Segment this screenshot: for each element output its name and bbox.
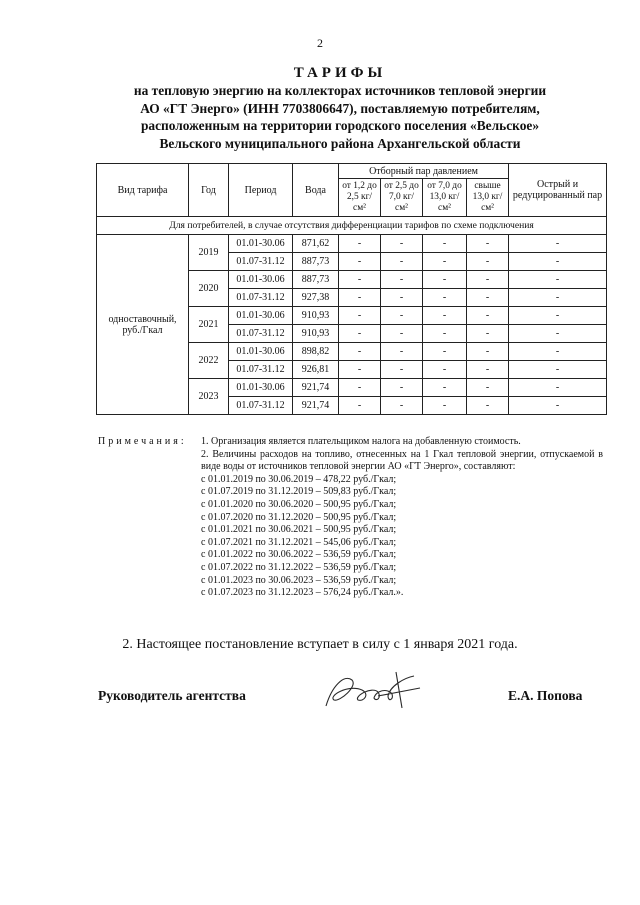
note-item-1: 1. Организация является плательщиком налога на добавленную стоимость. [201,436,521,447]
signatory-position: Руководитель агентства [98,688,246,703]
dash-cell: - [339,253,381,271]
dash-cell: - [381,361,423,379]
dash-cell: - [509,253,607,271]
period-cell: 01.07-31.12 [229,325,293,343]
dash-cell: - [339,271,381,289]
title-line-4: Вельского муниципального района Архангельской области [159,135,521,151]
header-steam-2: от 2,5 до 7,0 кг/см² [381,179,423,217]
header-steam-3: от 7,0 до 13,0 кг/см² [423,179,467,217]
dash-cell: - [423,289,467,307]
period-cell: 01.07-31.12 [229,361,293,379]
dash-cell: - [467,307,509,325]
water-cell: 910,93 [293,325,339,343]
fuel-cost-period: с 01.01.2022 по 30.06.2022 – 536,59 руб./Гкал; [201,549,397,561]
dash-cell: - [381,379,423,397]
period-cell: 01.01-30.06 [229,235,293,253]
dash-cell: - [423,361,467,379]
dash-cell: - [381,325,423,343]
water-cell: 927,38 [293,289,339,307]
year-cell: 2022 [189,343,229,379]
dash-cell: - [423,307,467,325]
dash-cell: - [339,379,381,397]
dash-cell: - [467,325,509,343]
water-cell: 910,93 [293,307,339,325]
dash-cell: - [509,325,607,343]
dash-cell: - [509,343,607,361]
water-cell: 898,82 [293,343,339,361]
dash-cell: - [339,325,381,343]
final-statement: 2. Настоящее постановление вступает в силу с 1 января 2021 года. [122,637,518,652]
dash-cell: - [467,343,509,361]
fuel-cost-period: с 01.07.2022 по 31.12.2022 – 536,59 руб./Гкал; [201,561,397,573]
fuel-cost-period: с 01.01.2019 по 30.06.2019 – 478,22 руб./Гкал; [201,473,397,485]
dash-cell: - [423,325,467,343]
dash-cell: - [381,343,423,361]
dash-cell: - [509,235,607,253]
consumer-note: Для потребителей, в случае отсутствия дифференциации тарифов по схеме подключения [97,217,607,235]
dash-cell: - [381,397,423,415]
page-number: 2 [317,36,323,50]
dash-cell: - [423,379,467,397]
dash-cell: - [467,289,509,307]
fuel-cost-period: с 01.07.2019 по 31.12.2019 – 509,83 руб./Гкал; [201,486,397,498]
fuel-cost-period: с 01.07.2021 по 31.12.2021 – 545,06 руб./Гкал; [201,536,397,548]
title-line-1: на тепловую энергию на коллекторах источников тепловой энергии [133,83,547,98]
water-cell: 921,74 [293,379,339,397]
note-item-2: 2. Величины расходов на топливо, отнесенных на 1 Гкал тепловой энергии, отпускаемой в виде воды от источников тепловой энергии АО «ГТ Энерго», составляют: [201,448,603,473]
dash-cell: - [467,271,509,289]
header-sharp-steam: Острый и редуцированный пар [509,164,607,217]
dash-cell: - [509,379,607,397]
dash-cell: - [509,289,607,307]
header-year: Год [189,164,229,217]
year-cell: 2023 [189,379,229,415]
dash-cell: - [467,397,509,415]
header-steam-1: от 1,2 до 2,5 кг/см² [339,179,381,217]
dash-cell: - [423,253,467,271]
dash-cell: - [381,307,423,325]
header-steam-4: свыше 13,0 кг/см² [467,179,509,217]
period-cell: 01.01-30.06 [229,343,293,361]
dash-cell: - [509,307,607,325]
water-cell: 926,81 [293,361,339,379]
dash-cell: - [423,343,467,361]
dash-cell: - [381,235,423,253]
period-cell: 01.07-31.12 [229,397,293,415]
dash-cell: - [381,289,423,307]
fuel-cost-period: с 01.07.2023 по 31.12.2023 – 576,24 руб./Гкал.». [201,587,404,599]
header-steam-group: Отборный пар давлением [339,164,509,179]
fuel-cost-period: с 01.01.2023 по 30.06.2023 – 536,59 руб./Гкал; [201,574,397,586]
fuel-cost-period: с 01.01.2021 по 30.06.2021 – 500,95 руб./Гкал; [201,524,397,536]
table-row [97,235,607,253]
dash-cell: - [423,397,467,415]
dash-cell: - [339,343,381,361]
dash-cell: - [381,253,423,271]
dash-cell: - [423,235,467,253]
dash-cell: - [339,235,381,253]
period-cell: 01.01-30.06 [229,271,293,289]
dash-cell: - [339,361,381,379]
notes-body [201,436,603,600]
fuel-cost-period: с 01.07.2020 по 31.12.2020 – 500,95 руб./Гкал; [201,511,397,523]
dash-cell: - [381,271,423,289]
dash-cell: - [509,397,607,415]
tariff-table [96,163,607,415]
fuel-cost-periods [201,474,603,600]
tariff-label: одноставочный, руб./Гкал [97,235,189,415]
dash-cell: - [467,235,509,253]
period-cell: 01.07-31.12 [229,289,293,307]
dash-cell: - [467,379,509,397]
dash-cell: - [339,397,381,415]
signature-icon [318,666,428,714]
header-period: Период [229,164,293,217]
dash-cell: - [339,307,381,325]
year-cell: 2019 [189,235,229,271]
water-cell: 887,73 [293,253,339,271]
signatory-name: Е.А. Попова [508,688,583,703]
title-line-2: АО «ГТ Энерго» (ИНН 7703806647), поставляемую потребителям, [140,100,540,116]
dash-cell: - [339,289,381,307]
document-title [80,64,600,152]
year-cell: 2021 [189,307,229,343]
header-water: Вода [293,164,339,217]
period-cell: 01.01-30.06 [229,379,293,397]
fuel-cost-period: с 01.01.2020 по 30.06.2020 – 500,95 руб./Гкал; [201,498,397,510]
dash-cell: - [509,361,607,379]
dash-cell: - [467,253,509,271]
title-line-3: расположенным на территории городского поселения «Вельское» [140,118,540,133]
year-cell: 2020 [189,271,229,307]
period-cell: 01.01-30.06 [229,307,293,325]
notes-label: Примечания: [98,436,187,447]
period-cell: 01.07-31.12 [229,253,293,271]
water-cell: 871,62 [293,235,339,253]
header-tariff-type: Вид тарифа [97,164,189,217]
dash-cell: - [423,271,467,289]
title-main: ТАРИФЫ [293,65,387,81]
dash-cell: - [509,271,607,289]
dash-cell: - [467,361,509,379]
water-cell: 921,74 [293,397,339,415]
water-cell: 887,73 [293,271,339,289]
